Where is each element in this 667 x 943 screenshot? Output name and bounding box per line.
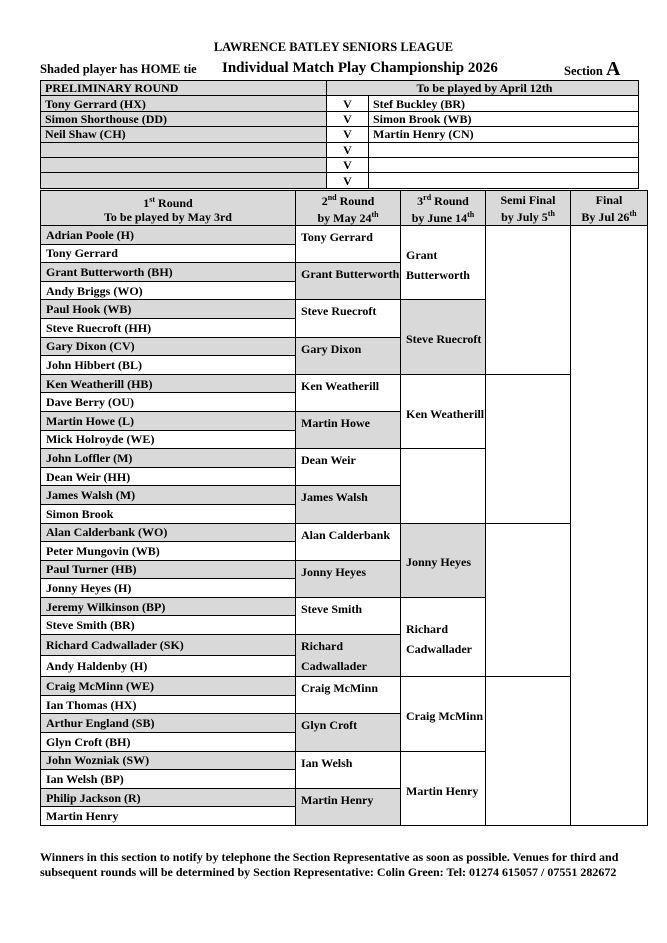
round1-player: Mick Holroyde (WE) bbox=[41, 430, 296, 449]
semi-final-slot bbox=[486, 523, 571, 677]
prelim-away-player: Martin Henry (CN) bbox=[369, 127, 639, 142]
round1-player: Ian Thomas (HX) bbox=[41, 695, 296, 714]
prelim-match-row bbox=[41, 157, 639, 172]
round2-player: Ian Welsh bbox=[296, 751, 401, 788]
prelim-away-player bbox=[369, 142, 639, 157]
round1-player: Jeremy Wilkinson (BP) bbox=[41, 597, 296, 616]
round1-player: Craig McMinn (WE) bbox=[41, 677, 296, 696]
round1-player: Ken Weatherill (HB) bbox=[41, 374, 296, 393]
round1-player: John Loffler (M) bbox=[41, 449, 296, 468]
preliminary-round-table bbox=[40, 80, 639, 189]
round2-player: Glyn Croft bbox=[296, 714, 401, 751]
header-round3: 3rd Round by June 14th bbox=[401, 191, 486, 226]
round3-player: Craig McMinn bbox=[401, 677, 486, 751]
prelim-date: To be played by April 12th bbox=[327, 81, 639, 96]
round2-player: Ken Weatherill bbox=[296, 374, 401, 411]
round1-player: Dave Berry (OU) bbox=[41, 393, 296, 412]
round3-player: Steve Ruecroft bbox=[401, 300, 486, 374]
round1-player: Jonny Heyes (H) bbox=[41, 579, 296, 598]
header-semi-final: Semi Final by July 5th bbox=[486, 191, 571, 226]
section-label bbox=[564, 58, 620, 81]
draw-table bbox=[40, 190, 648, 826]
round2-player: Alan Calderbank bbox=[296, 523, 401, 560]
round1-player: Philip Jackson (R) bbox=[41, 788, 296, 807]
prelim-away-player: Simon Brook (WB) bbox=[369, 111, 639, 126]
section-word: Section bbox=[564, 64, 603, 78]
footer-note: Winners in this section to notify by telephone the Section Representative as soon as possible. Venues for third and subsequent rounds will be determined by Section Representative: Colin Green: Tel: 01274 615057 / 07551 282672 bbox=[40, 850, 619, 879]
round1-player: Steve Ruecroft (HH) bbox=[41, 318, 296, 337]
round1-player: Ian Welsh (BP) bbox=[41, 770, 296, 789]
draw-row bbox=[41, 374, 648, 393]
round1-player: Gary Dixon (CV) bbox=[41, 337, 296, 356]
round1-player: Dean Weir (HH) bbox=[41, 467, 296, 486]
round1-player: Andy Briggs (WO) bbox=[41, 281, 296, 300]
semi-final-slot bbox=[486, 226, 571, 375]
round3-player: Grant Butterworth bbox=[401, 226, 486, 300]
round1-player: Richard Cadwallader (SK) bbox=[41, 635, 296, 656]
prelim-home-player: Simon Shorthouse (DD) bbox=[41, 111, 327, 126]
round1-player: Adrian Poole (H) bbox=[41, 226, 296, 245]
prelim-vs: V bbox=[327, 96, 369, 111]
round1-player: Tony Gerrard bbox=[41, 244, 296, 263]
prelim-match-row bbox=[41, 173, 639, 188]
prelim-home-player bbox=[41, 142, 327, 157]
round2-player: Martin Henry bbox=[296, 788, 401, 825]
prelim-match-row bbox=[41, 127, 639, 142]
round2-player: Dean Weir bbox=[296, 449, 401, 486]
prelim-vs: V bbox=[327, 111, 369, 126]
round2-player: Gary Dixon bbox=[296, 337, 401, 374]
round2-player: Richard Cadwallader bbox=[296, 635, 401, 677]
prelim-away-player: Stef Buckley (BR) bbox=[369, 96, 639, 111]
round1-player: Glyn Croft (BH) bbox=[41, 733, 296, 752]
round3-player: Ken Weatherill bbox=[401, 374, 486, 448]
round2-player: Tony Gerrard bbox=[296, 226, 401, 263]
draw-row bbox=[41, 523, 648, 542]
round2-player: Jonny Heyes bbox=[296, 560, 401, 597]
league-title: LAWRENCE BATLEY SENIORS LEAGUE bbox=[213, 40, 454, 54]
round1-player: Simon Brook bbox=[41, 504, 296, 523]
prelim-home-player bbox=[41, 157, 327, 172]
round1-player: John Hibbert (BL) bbox=[41, 356, 296, 375]
semi-final-slot bbox=[486, 374, 571, 523]
round2-player: Grant Butterworth bbox=[296, 263, 401, 300]
round1-player: Grant Butterworth (BH) bbox=[41, 263, 296, 282]
round2-player: James Walsh bbox=[296, 486, 401, 523]
final-slot bbox=[571, 226, 648, 826]
round2-player: Craig McMinn bbox=[296, 677, 401, 714]
prelim-home-player bbox=[41, 173, 327, 188]
prelim-vs: V bbox=[327, 127, 369, 142]
round1-player: Paul Turner (HB) bbox=[41, 560, 296, 579]
round3-player: Richard Cadwallader bbox=[401, 597, 486, 676]
prelim-home-player: Neil Shaw (CH) bbox=[41, 127, 327, 142]
prelim-match-row bbox=[41, 142, 639, 157]
round1-player: Arthur England (SB) bbox=[41, 714, 296, 733]
round1-player: Peter Mungovin (WB) bbox=[41, 542, 296, 561]
round2-player: Martin Howe bbox=[296, 411, 401, 448]
header-final: Final By Jul 26th bbox=[571, 191, 648, 226]
prelim-away-player bbox=[369, 157, 639, 172]
header-round2: 2nd Round by May 24th bbox=[296, 191, 401, 226]
round1-player: John Wozniak (SW) bbox=[41, 751, 296, 770]
round1-player: Alan Calderbank (WO) bbox=[41, 523, 296, 542]
draw-row bbox=[41, 677, 648, 696]
round1-player: James Walsh (M) bbox=[41, 486, 296, 505]
round3-player: Jonny Heyes bbox=[401, 523, 486, 597]
prelim-match-row bbox=[41, 111, 639, 126]
round1-player: Andy Haldenby (H) bbox=[41, 656, 296, 677]
championship-title: Individual Match Play Championship 2026 bbox=[222, 60, 498, 76]
header-round1: 1st Round To be played by May 3rd bbox=[41, 191, 296, 226]
round3-player: Martin Henry bbox=[401, 751, 486, 825]
prelim-vs: V bbox=[327, 142, 369, 157]
round1-player: Martin Henry bbox=[41, 807, 296, 826]
round1-player: Steve Smith (BR) bbox=[41, 616, 296, 635]
round2-player: Steve Smith bbox=[296, 597, 401, 634]
prelim-title: PRELIMINARY ROUND bbox=[41, 81, 327, 96]
section-letter: A bbox=[606, 58, 621, 80]
round1-player: Martin Howe (L) bbox=[41, 411, 296, 430]
prelim-home-player: Tony Gerrard (HX) bbox=[41, 96, 327, 111]
round3-player bbox=[401, 449, 486, 523]
round2-player: Steve Ruecroft bbox=[296, 300, 401, 337]
prelim-away-player bbox=[369, 173, 639, 188]
round1-player: Paul Hook (WB) bbox=[41, 300, 296, 319]
prelim-vs: V bbox=[327, 157, 369, 172]
semi-final-slot bbox=[486, 677, 571, 826]
draw-row bbox=[41, 226, 648, 245]
prelim-match-row bbox=[41, 96, 639, 111]
prelim-vs: V bbox=[327, 173, 369, 188]
shaded-note: Shaded player has HOME tie bbox=[40, 62, 197, 76]
